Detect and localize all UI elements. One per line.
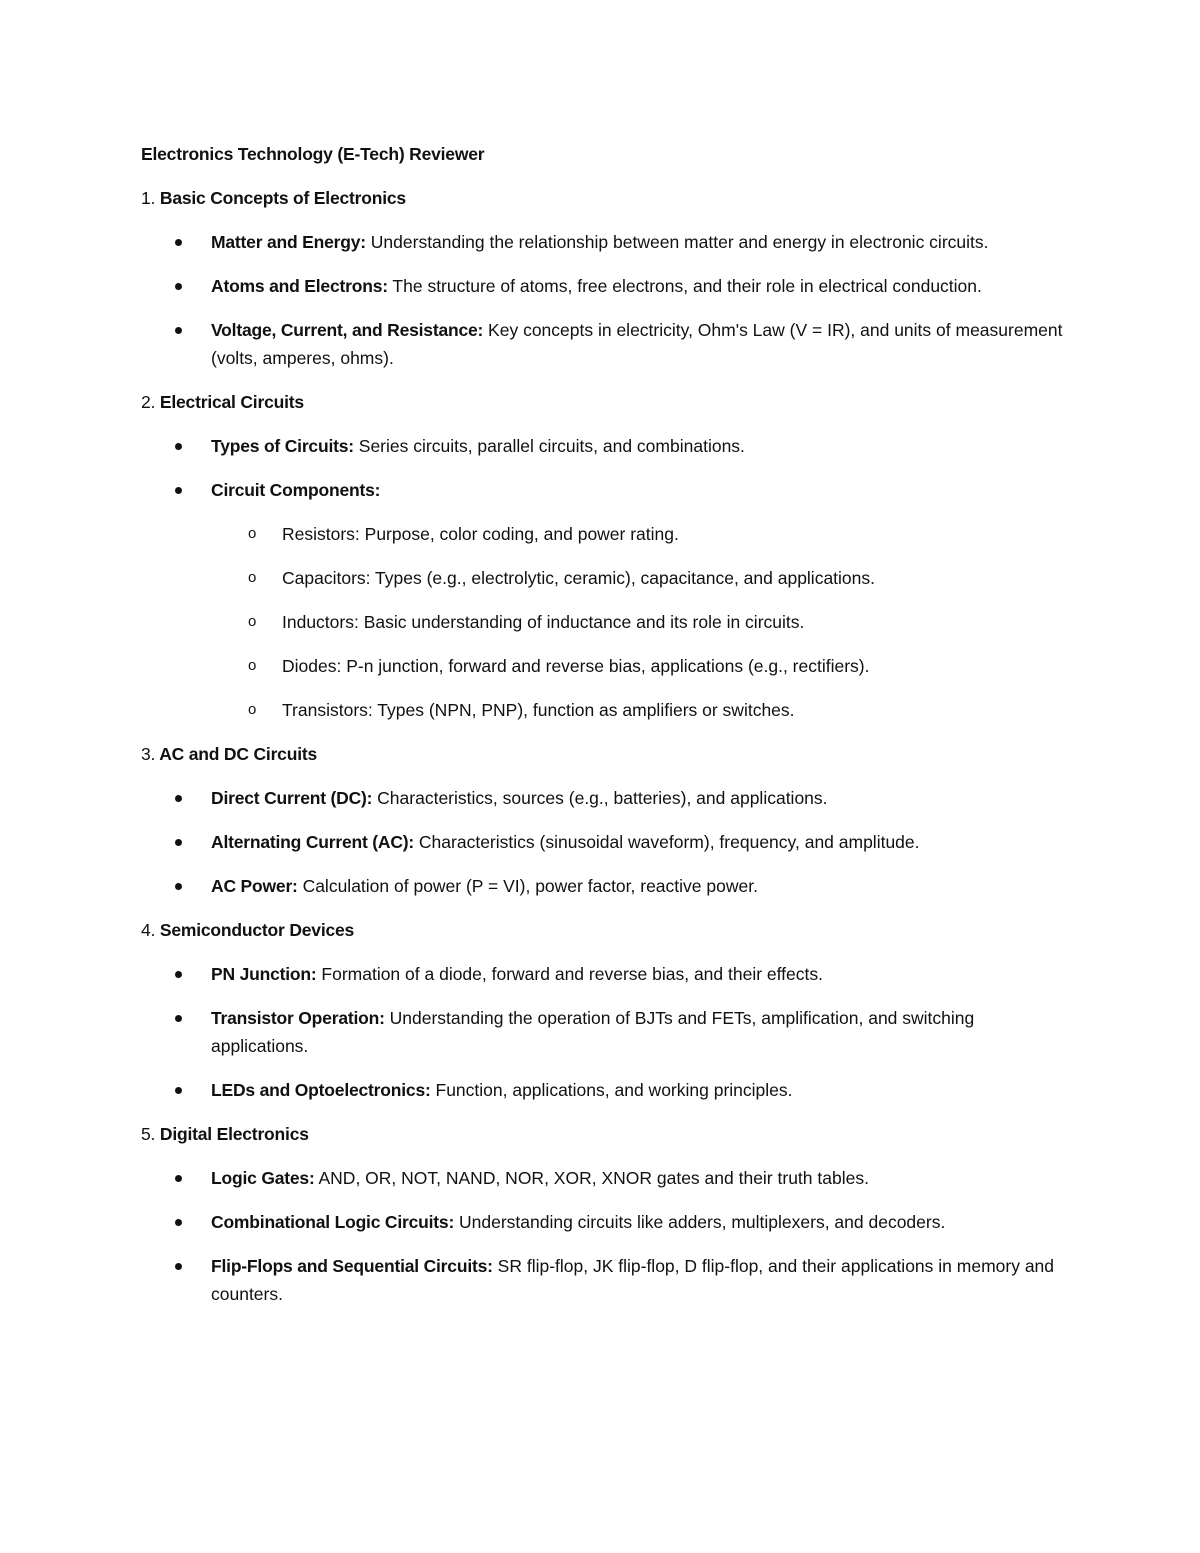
list-item	[141, 316, 1071, 372]
bullet-icon	[175, 1263, 182, 1270]
item-term: Flip-Flops and Sequential Circuits:	[211, 1256, 493, 1276]
list-item	[141, 432, 1071, 460]
section-heading	[141, 388, 1071, 416]
list-item	[141, 1004, 1071, 1060]
item-description: Characteristics (sinusoidal waveform), frequency, and amplitude.	[418, 832, 920, 852]
item-description: Characteristics, sources (e.g., batteries), and applications.	[377, 788, 828, 808]
list-item	[141, 228, 1071, 256]
item-term: Direct Current (DC):	[211, 788, 373, 808]
sub-list-item	[211, 696, 1071, 724]
section-heading	[141, 916, 1071, 944]
section	[141, 916, 1071, 1104]
item-description: Key concepts in electricity, Ohm's Law (V = IR), and units of measurement (volts, amperes, ohms).	[211, 320, 1063, 368]
section-heading-text: AC and DC Circuits	[159, 744, 318, 764]
item-term: Types of Circuits:	[211, 436, 354, 456]
section-number: 3.	[141, 744, 156, 764]
sub-list-item	[211, 608, 1071, 636]
list-item	[141, 828, 1071, 856]
item-term: Circuit Components:	[211, 480, 381, 500]
section-heading-text: Digital Electronics	[159, 1124, 309, 1144]
item-description: Understanding the operation of BJTs and FETs, amplification, and switching applications.	[211, 1008, 975, 1056]
sub-list-item	[211, 652, 1071, 680]
sub-item-text: Inductors: Basic understanding of inductance and its role in circuits.	[282, 612, 805, 632]
list-item	[141, 1208, 1071, 1236]
item-term: Atoms and Electrons:	[211, 276, 388, 296]
item-term: Voltage, Current, and Resistance:	[211, 320, 484, 340]
bullet-icon	[175, 239, 182, 246]
sub-list-item	[211, 520, 1071, 548]
item-term: PN Junction:	[211, 964, 317, 984]
bullet-icon	[175, 1219, 182, 1226]
section	[141, 740, 1071, 900]
bullet-icon	[175, 839, 182, 846]
circle-bullet-icon: o	[248, 525, 257, 542]
sub-item-text: Diodes: P-n junction, forward and reverse bias, applications (e.g., rectifiers).	[282, 656, 870, 676]
circle-bullet-icon: o	[248, 657, 257, 674]
item-description: Calculation of power (P = VI), power factor, reactive power.	[302, 876, 758, 896]
bullet-list	[141, 784, 1071, 900]
item-term: Matter and Energy:	[211, 232, 366, 252]
section	[141, 388, 1071, 724]
list-item	[141, 784, 1071, 812]
section-number: 4.	[141, 920, 156, 940]
section-number: 5.	[141, 1124, 156, 1144]
item-term: Logic Gates:	[211, 1168, 315, 1188]
circle-bullet-icon: o	[248, 569, 257, 586]
section-heading	[141, 740, 1071, 768]
sub-list-item	[211, 564, 1071, 592]
list-item	[141, 1252, 1071, 1308]
list-item	[141, 872, 1071, 900]
item-description: SR flip-flop, JK flip-flop, D flip-flop, and their applications in memory and counters.	[211, 1256, 1055, 1304]
sub-list	[211, 520, 1071, 724]
list-item	[141, 960, 1071, 988]
sub-item-text: Capacitors: Types (e.g., electrolytic, ceramic), capacitance, and applications.	[282, 568, 876, 588]
bullet-icon	[175, 883, 182, 890]
item-description: AND, OR, NOT, NAND, NOR, XOR, XNOR gates and their truth tables.	[318, 1168, 869, 1188]
section-heading	[141, 1120, 1071, 1148]
bullet-list	[141, 1164, 1071, 1308]
list-item	[141, 272, 1071, 300]
item-description: Understanding the relationship between matter and energy in electronic circuits.	[370, 232, 989, 252]
bullet-icon	[175, 327, 182, 334]
item-term: AC Power:	[211, 876, 298, 896]
item-description: Function, applications, and working principles.	[435, 1080, 793, 1100]
bullet-list	[141, 432, 1071, 724]
bullet-icon	[175, 1015, 182, 1022]
item-term: Transistor Operation:	[211, 1008, 385, 1028]
item-description: Formation of a diode, forward and reverse bias, and their effects.	[321, 964, 824, 984]
section-heading-text: Basic Concepts of Electronics	[159, 188, 406, 208]
bullet-icon	[175, 795, 182, 802]
document-title: Electronics Technology (E-Tech) Reviewer	[141, 144, 485, 164]
list-item	[141, 476, 1071, 724]
sub-item-text: Resistors: Purpose, color coding, and power rating.	[282, 524, 679, 544]
section-number: 1.	[141, 188, 156, 208]
section-heading-text: Semiconductor Devices	[159, 920, 355, 940]
bullet-icon	[175, 487, 182, 494]
item-term: Alternating Current (AC):	[211, 832, 415, 852]
item-term: Combinational Logic Circuits:	[211, 1212, 455, 1232]
section	[141, 1120, 1071, 1308]
bullet-icon	[175, 443, 182, 450]
list-item	[141, 1164, 1071, 1192]
item-description: The structure of atoms, free electrons, and their role in electrical conduction.	[392, 276, 982, 296]
section-number: 2.	[141, 392, 156, 412]
bullet-icon	[175, 283, 182, 290]
sections-container	[141, 184, 1071, 1308]
item-description: Understanding circuits like adders, multiplexers, and decoders.	[458, 1212, 946, 1232]
section	[141, 184, 1071, 372]
section-heading-text: Electrical Circuits	[159, 392, 304, 412]
document-body	[141, 140, 1071, 1324]
circle-bullet-icon: o	[248, 701, 257, 718]
bullet-icon	[175, 1175, 182, 1182]
section-heading	[141, 184, 1071, 212]
bullet-icon	[175, 971, 182, 978]
sub-item-text: Transistors: Types (NPN, PNP), function as amplifiers or switches.	[282, 700, 795, 720]
item-description: Series circuits, parallel circuits, and combinations.	[358, 436, 745, 456]
circle-bullet-icon: o	[248, 613, 257, 630]
bullet-list	[141, 960, 1071, 1104]
item-term: LEDs and Optoelectronics:	[211, 1080, 431, 1100]
bullet-list	[141, 228, 1071, 372]
list-item	[141, 1076, 1071, 1104]
bullet-icon	[175, 1087, 182, 1094]
